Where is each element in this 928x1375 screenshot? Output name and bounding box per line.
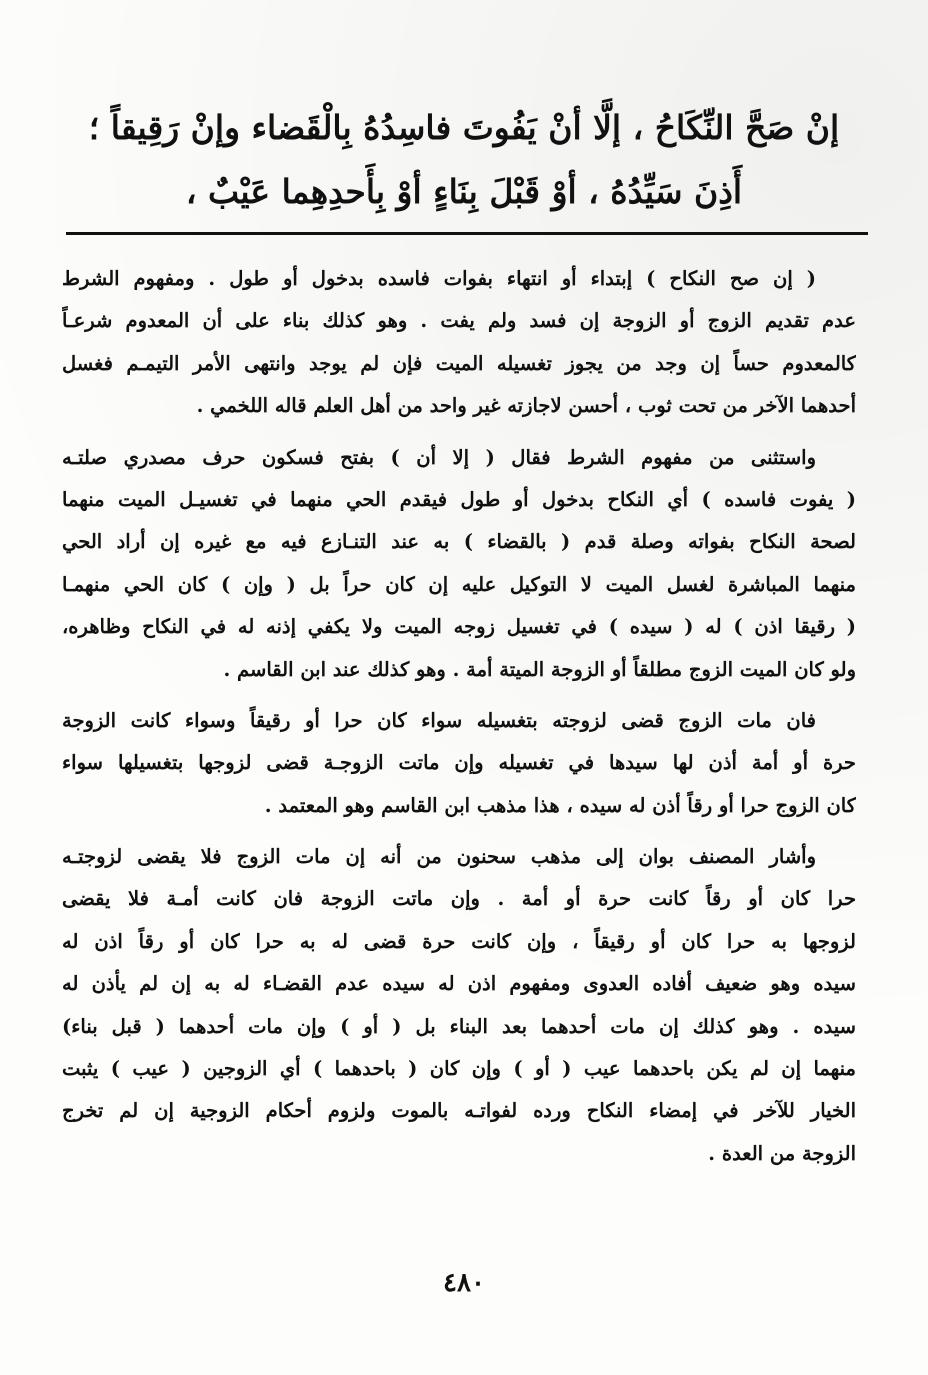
text-line: منهما المباشرة لغسل الميت لا التوكيل عليه إن كان حراً بل ( وإن ) كان الحي منهمـا [62, 572, 856, 596]
paragraph-2 [62, 437, 856, 691]
horizontal-divider [66, 232, 868, 235]
text-line: كان الزوج حرا أو رقاً أذن له سيده ، هذا مذهب ابن القاسم وهو المعتمد . [264, 793, 856, 817]
text-line: سيده وهو ضعيف أفاده العدوى ومفهوم اذن له سيده عدم القضـاء له به إن لم يأذن له [62, 972, 856, 996]
text-line: سيده . وهو كذلك إن مات أحدهما بعد البناء بل ( أو ) وإن مات أحدهما ( قبل بناء) [62, 1014, 856, 1038]
text-line: الزوجة من العدة . [708, 1141, 856, 1165]
verse-line-1: إنْ صَحَّ النِّكَاحُ ، إلَّا أنْ يَفُوتَ فاسِدُهُ بِالْقَضاء وإنْ رَقِيقاً ؛ [88, 108, 840, 147]
verse-line-2: أَذِنَ سَيِّدُهُ ، أوْ قَبْلَ بِنَاءٍ أوْ بِأَحدِهِما عَيْبٌ ، [185, 172, 743, 211]
text-line: حرا كان أو رقاً كانت حرة أو أمة . وإن ماتت الزوجة فان كانت أمـة فلا يقضى [62, 887, 856, 911]
text-line: حرة أو أمة أذن لها سيدها في تغسيله وإن ماتت الزوجـة قضى لزوجها بتغسيلها سواء [62, 751, 856, 775]
text-line: الخيار للآخر في إمضاء النكاح ورده لفواتـه بالموت ولزوم أحكام الزوجية إن لم تخرج [62, 1099, 856, 1123]
verse-block [70, 96, 858, 224]
text-line: فان مات الزوج قضى لزوجته بتغسيله سواء كان حرا أو رقيقاً وسواء كانت الزوجة [62, 708, 816, 732]
text-line: أحدهما الآخر من تحت ثوب ، أحسن لاجازته غير واحد من أهل العلم قاله اللخمي . [196, 394, 856, 418]
text-line: عدم تقديم الزوج أو الزوجة إن فسد ولم يفت . وهو كذلك بناء على أن المعدوم شرعـاً [62, 309, 856, 333]
text-line: واستثنى من مفهوم الشرط فقال ( إلا أن ) بفتح فسكون حرف مصدري صلتـه [62, 445, 816, 469]
text-line: ولو كان الميت الزوج مطلقاً أو الزوجة الميتة أمة . وهو كذلك عند ابن القاسم . [223, 657, 856, 681]
paragraph-4 [62, 836, 856, 1175]
text-line: ( رقيقا اذن ) له ( سيده ) في تغسيل زوجه الميت ولا يكفي إذنه له في النكاح وظاهره، [62, 615, 856, 639]
text-line: منهما إن لم يكن باحدهما عيب ( أو ) وإن كان ( باحدهما ) أي الزوجين ( عيب ) يثبت [62, 1057, 856, 1081]
text-line: لزوجها به حرا كان أو رقيقاً ، وإن كانت حرة قضى له به حرا كان أو رقاً اذن له [62, 929, 856, 953]
text-line: لصحة النكاح بفواته وصلة قدم ( بالقضاء ) به عند التنـازع فيه مع غيره إن أراد الحي [62, 530, 856, 554]
page-number: ٤٨٠ [443, 1268, 485, 1298]
text-line: ( يفوت فاسده ) أي النكاح بدخول أو طول فيقدم الحي منهما في تغسيـل الميت منهما [62, 487, 856, 511]
commentary-block [62, 258, 856, 1184]
text-line: وأشار المصنف بوان إلى مذهب سحنون من أنه إن مات الزوج فلا يقضى لزوجتـه [62, 845, 816, 869]
text-line: ( إن صح النكاح ) إبتداء أو انتهاء بفوات فاسده بدخول أو طول . ومفهوم الشرط [62, 267, 816, 290]
paragraph-3 [62, 700, 856, 827]
paragraph-1 [62, 258, 856, 428]
text-line: كالمعدوم حساً إن وجد من يجوز تغسيله الميت فإن لم يوجد وانتهى الأمر التيمـم فغسل [62, 351, 856, 375]
